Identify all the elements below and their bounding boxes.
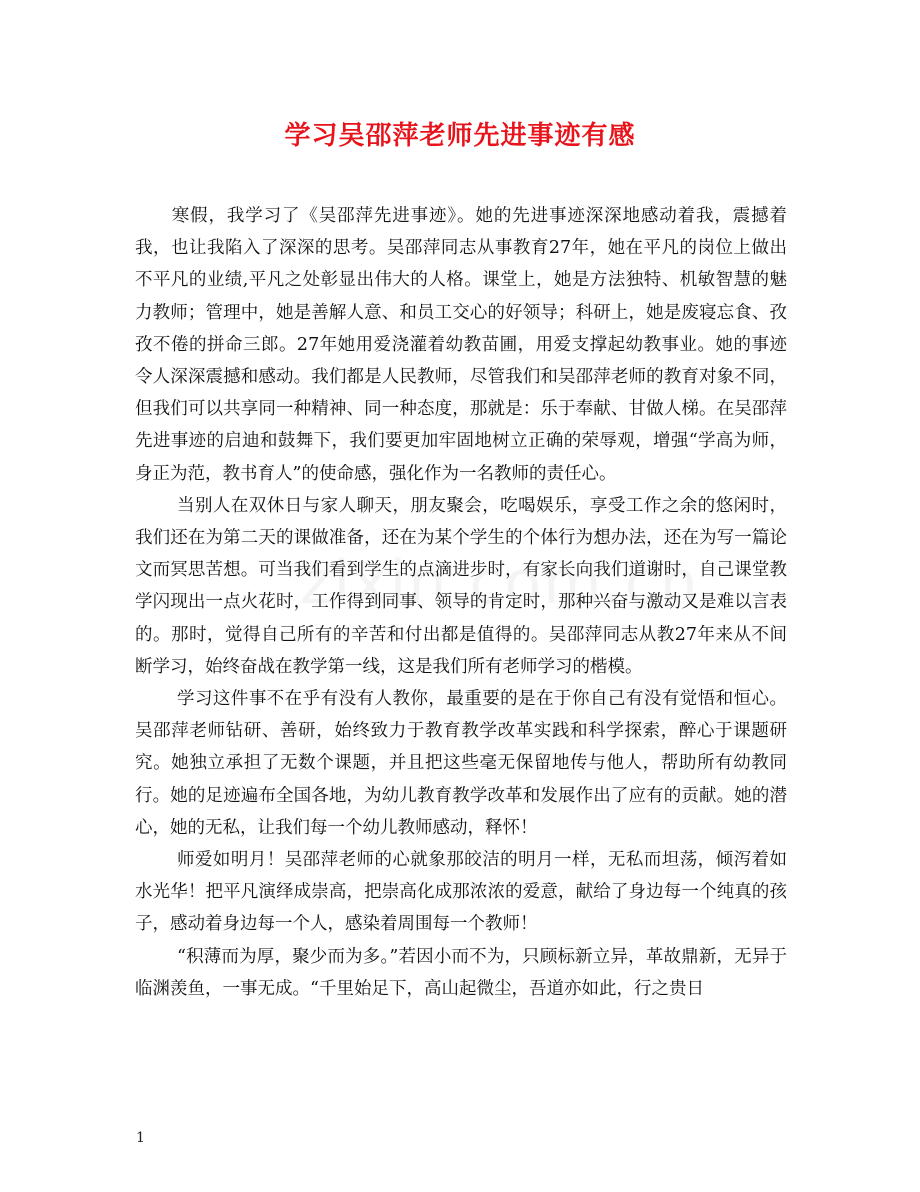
paragraph: 寒假，我学习了《吴邵萍先进事迹》。她的先进事迹深深地感动着我，震撼着我，也让我陷入了深深的思考。吴邵萍同志从事教育27年，她在平凡的岗位上做出不平凡的业绩,平凡之处彰显出伟大的人格。课堂上，她是方法独特、机敏智慧的魅力教师；管理中，她是善解人意、和员工交心的好领导；科研上，她是废寝忘食、孜孜不倦的拼命三郎。27年她用爱浇灌着幼教苗圃，用爱支撑起幼教事业。她的事迹令人深深震撼和感动。我们都是人民教师，尽管我们和吴邵萍老师的教育对象不同，但我们可以共享同一种精神、同一种态度，那就是：乐于奉献、甘做人梯。在吴邵萍先进事迹的启迪和鼓舞下，我们要更加牢固地树立正确的荣辱观，增强“学高为师，身正为范，教书育人”的使命感，强化作为一名教师的责任心。 [135,206,787,484]
document-body [135,200,787,1005]
page-number: 1 [136,1130,145,1146]
document-title: 学习吴邵萍老师先进事迹有感 [284,121,636,151]
paragraph: 学习这件事不在乎有没有人教你，最重要的是在于你自己有没有觉悟和恒心。吴邵萍老师钻研、善研，始终致力于教育教学改革实践和科学探索，醉心于课题研究。她独立承担了无数个课题，并且把这些毫无保留地传与他人，帮助所有幼教同行。她的足迹遍布全国各地，为幼儿教育教学改革和发展作出了应有的贡献。她的潜心，她的无私，让我们每一个幼儿教师感动，释怀！ [135,689,787,838]
paragraph: 师爱如明月！吴邵萍老师的心就象那皎洁的明月一样，无私而坦荡，倾泻着如水光华！把平凡演绎成崇高，把崇高化成那浓浓的爱意，献给了身边每一个纯真的孩子，感动着身边每一个人，感染着周围每一个教师！ [135,850,787,935]
paragraph: 当别人在双休日与家人聊天，朋友聚会，吃喝娱乐，享受工作之余的悠闲时，我们还在为第二天的课做准备，还在为某个学生的个体行为想办法，还在为写一篇论文而冥思苦想。可当我们看到学生的点滴进步时，有家长向我们道谢时，自己课堂教学闪现出一点火花时，工作得到同事、领导的肯定时，那种兴奋与激动又是难以言表的。那时，觉得自己所有的辛苦和付出都是值得的。吴邵萍同志从教27年来从不间断学习，始终奋战在教学第一线，这是我们所有老师学习的楷模。 [135,495,787,677]
paragraph: “积薄而为厚，聚少而为多。”若因小而不为，只顾标新立异，革故鼎新，无异于临渊羡鱼，一事无成。“千里始足下，高山起微尘，吾道亦如此，行之贵日 [135,946,787,999]
